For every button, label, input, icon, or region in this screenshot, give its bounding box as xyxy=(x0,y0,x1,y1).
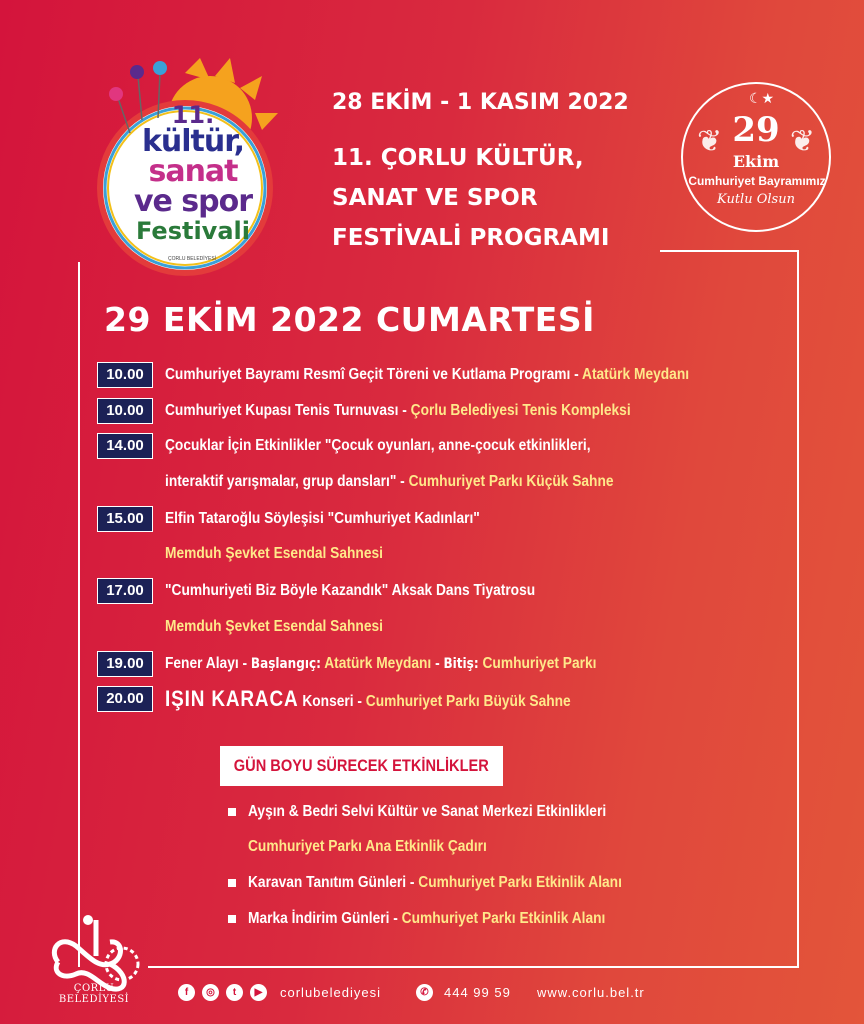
event-place: Çorlu Belediyesi Tenis Kompleksi xyxy=(410,402,631,419)
bullet-icon xyxy=(228,879,236,887)
frame-top-line xyxy=(660,250,799,252)
event-row-continuation xyxy=(165,468,687,496)
frame-left-line xyxy=(78,262,80,967)
event-text: Konseri - xyxy=(298,693,366,710)
frame-bottom-line xyxy=(148,966,799,968)
event-place: Memduh Şevket Esendal Sahnesi xyxy=(165,618,383,635)
all-day-text: Karavan Tanıtım Günleri - xyxy=(248,874,419,891)
event-text: Cumhuriyet Kupası Tenis Turnuvası - xyxy=(165,402,411,419)
crescent-star-icon: ☾★ xyxy=(749,90,775,106)
laurel-right-icon: ❦ xyxy=(789,125,815,158)
website-link[interactable]: www.corlu.bel.tr xyxy=(537,984,645,1000)
start-place: Atatürk Meydanı xyxy=(320,655,432,672)
all-day-item xyxy=(228,869,683,897)
event-row-continuation xyxy=(165,540,418,568)
frame-right-line xyxy=(797,250,799,967)
event-time: 14.00 xyxy=(97,433,153,459)
social-handle[interactable]: corlubelediyesi xyxy=(280,984,381,1000)
all-day-text: Ayşın & Bedri Selvi Kültür ve Sanat Merkezi Etkinlikleri xyxy=(248,803,607,820)
festival-title xyxy=(332,138,609,258)
phone-icon: ✆ xyxy=(416,984,433,1001)
event-row xyxy=(97,505,531,533)
festival-logo xyxy=(90,58,270,278)
event-row xyxy=(97,397,706,425)
logo-word-sanat: sanat xyxy=(148,154,238,189)
bullet-icon xyxy=(228,808,236,816)
municipality-name: ÇORLU BELEDİYESİ xyxy=(58,983,130,1005)
all-day-place: Cumhuriyet Parkı Etkinlik Alanı xyxy=(418,874,622,891)
title-line: 11. ÇORLU KÜLTÜR, xyxy=(332,145,584,171)
laurel-left-icon: ❦ xyxy=(697,125,723,158)
twitter-icon[interactable]: t xyxy=(226,984,243,1001)
event-time: 15.00 xyxy=(97,506,153,532)
title-line: FESTİVALİ PROGRAMI xyxy=(332,225,610,251)
youtube-icon[interactable]: ▶ xyxy=(250,984,267,1001)
logo-line-festivali: Festivali xyxy=(136,217,250,245)
all-day-item-continuation xyxy=(248,833,526,861)
event-row xyxy=(97,577,595,605)
logo-number: 11. xyxy=(171,101,215,129)
phone-contact xyxy=(416,982,511,1002)
day-title: 29 EKİM 2022 CUMARTESİ xyxy=(104,300,595,339)
event-text: Fener Alayı - xyxy=(165,655,251,672)
event-text: Elfin Tataroğlu Söyleşisi "Cumhuriyet Kadınları" xyxy=(165,510,480,527)
instagram-icon[interactable]: ◎ xyxy=(202,984,219,1001)
event-place: Cumhuriyet Parkı Büyük Sahne xyxy=(365,693,571,710)
event-time: 10.00 xyxy=(97,398,153,424)
badge-number: 29 xyxy=(732,110,780,150)
badge-line1: Cumhuriyet Bayramımız xyxy=(688,174,826,188)
event-row xyxy=(97,432,660,460)
event-text: Cumhuriyet Bayramı Resmî Geçit Töreni ve Kutlama Programı - xyxy=(165,366,583,383)
all-day-place: Cumhuriyet Parkı Etkinlik Alanı xyxy=(401,910,606,927)
start-label: Başlangıç: xyxy=(250,656,321,672)
event-text-continued: interaktif yarışmalar, grup dansları" - xyxy=(165,473,409,490)
end-label: Bitiş: xyxy=(443,656,479,672)
event-row-continuation xyxy=(165,613,418,641)
title-line: SANAT VE SPOR xyxy=(332,185,538,211)
festival-date: 28 EKİM - 1 KASIM 2022 xyxy=(332,90,629,115)
social-links xyxy=(178,982,381,1002)
event-time: 17.00 xyxy=(97,578,153,604)
badge-line2: Kutlu Olsun xyxy=(717,192,795,207)
event-place: Cumhuriyet Parkı Küçük Sahne xyxy=(408,473,614,490)
end-place: Cumhuriyet Parkı xyxy=(478,655,597,672)
event-place: Atatürk Meydanı xyxy=(582,366,690,383)
cumhuriyet-badge xyxy=(681,82,831,232)
event-time: 19.00 xyxy=(97,651,153,677)
all-day-title: GÜN BOYU SÜRECEK ETKİNLİKLER xyxy=(233,756,490,775)
all-day-place: Cumhuriyet Parkı Ana Etkinlik Çadırı xyxy=(248,838,487,855)
event-row xyxy=(97,361,774,389)
event-time: 20.00 xyxy=(97,686,153,712)
phone-number[interactable]: 444 99 59 xyxy=(444,984,511,1000)
event-row xyxy=(97,650,667,678)
all-day-header xyxy=(220,746,503,786)
event-text: Çocuklar İçin Etkinlikler "Çocuk oyunları, anne-çocuk etkinlikleri, xyxy=(165,437,591,454)
separator: - xyxy=(431,655,444,672)
all-day-item xyxy=(228,905,664,933)
event-row xyxy=(97,685,637,713)
website-contact xyxy=(537,982,645,1002)
all-day-item xyxy=(228,798,664,826)
badge-month: Ekim xyxy=(732,152,780,171)
logo-word-kultur: kültür, xyxy=(141,124,245,159)
all-day-text: Marka İndirim Günleri - xyxy=(248,910,402,927)
facebook-icon[interactable]: f xyxy=(178,984,195,1001)
logo-org-name: ÇORLU BELEDİYESİ xyxy=(168,256,217,262)
event-place: Memduh Şevket Esendal Sahnesi xyxy=(165,545,383,562)
event-time: 10.00 xyxy=(97,362,153,388)
concert-artist: IŞIN KARACA xyxy=(165,686,299,711)
logo-line-ve-spor: ve spor xyxy=(133,184,253,219)
bullet-icon xyxy=(228,915,236,923)
event-text: "Cumhuriyeti Biz Böyle Kazandık" Aksak Dans Tiyatrosu xyxy=(165,582,536,599)
